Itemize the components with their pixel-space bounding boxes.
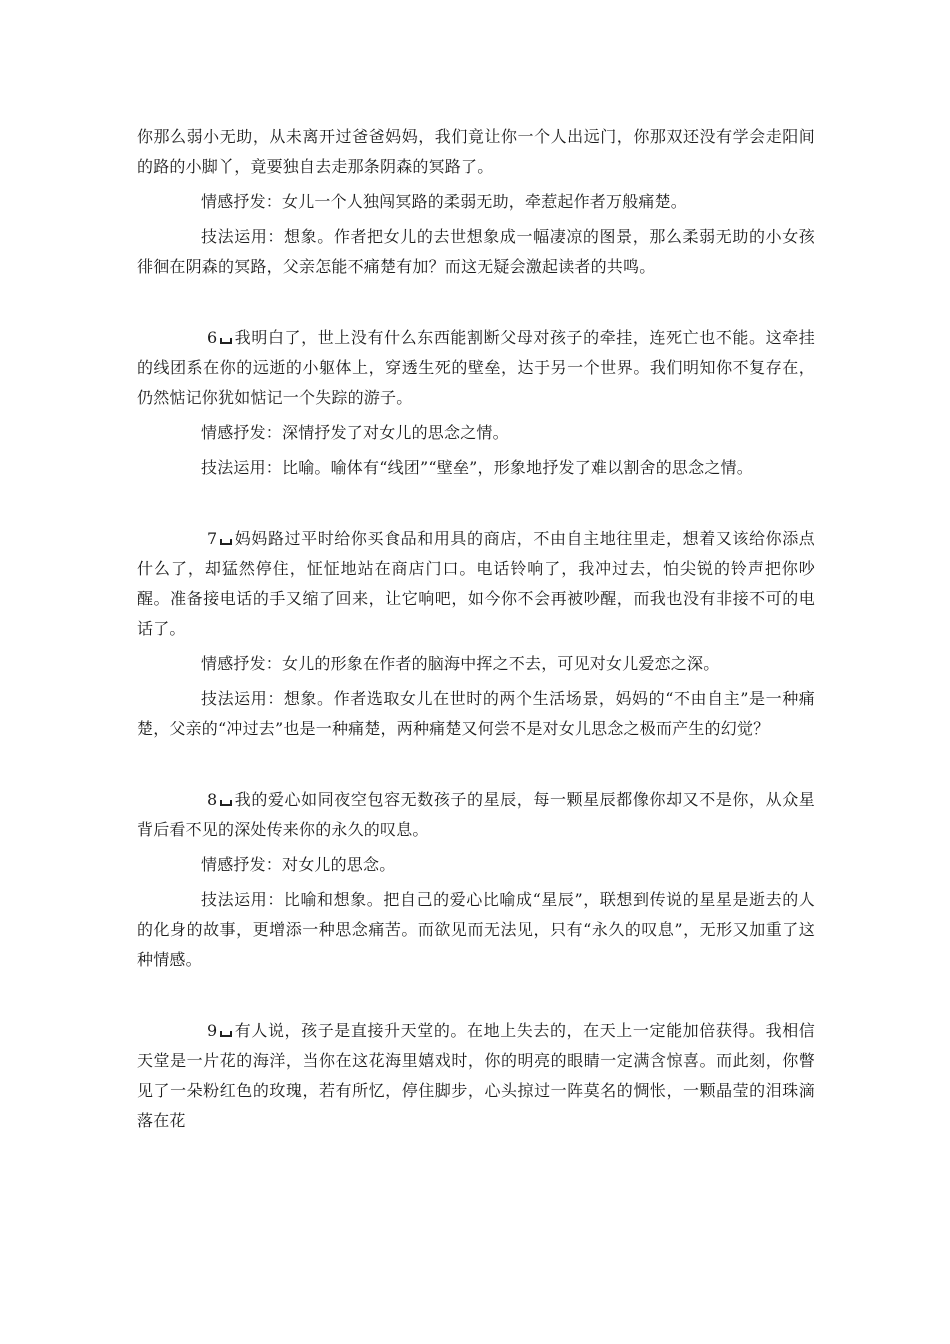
technique-note: 技法运用：比喻和想象。把自己的爱心比喻成“星辰”，联想到传说的星星是逝去的人的化身的故事，更增添一种思念痛苦。而欲见而无法见，只有“永久的叹息”，无形又加重了这种情感。: [137, 890, 815, 969]
section-7: [137, 524, 815, 744]
emotion-note: 情感抒发：深情抒发了对女儿的思念之情。: [201, 423, 509, 442]
body-paragraph: 你那么弱小无助，从未离开过爸爸妈妈，我们竟让你一个人出远门，你那双还没有学会走阳间的路的小脚丫，竟要独自去走那条阴森的冥路了。: [137, 127, 815, 176]
numbered-paragraph: [137, 323, 815, 413]
paragraph-text: 有人说，孩子是直接升天堂的。在地上失去的，在天上一定能加倍获得。我相信天堂是一片花的海洋，当你在这花海里嬉戏时，你的明亮的眼睛一定满含惊喜。而此刻，你瞥见了一朵粉红色的玫瑰，若有所忆，停住脚步，心头掠过一阵莫名的惆怅，一颗晶莹的泪珠滴落在花: [137, 1021, 815, 1130]
bracket-mark-icon: [220, 338, 232, 344]
section-8: [137, 785, 815, 975]
numbered-paragraph: [137, 785, 815, 845]
paragraph-number: 8: [207, 790, 218, 809]
emotion-note: 情感抒发：女儿一个人独闯冥路的柔弱无助，牵惹起作者万般痛楚。: [201, 192, 688, 211]
section-6: [137, 323, 815, 483]
paragraph-text: 妈妈路过平时给你买食品和用具的商店，不由自主地往里走，想着又该给你添点什么了，却猛然停住，怔怔地站在商店门口。电话铃响了，我冲过去，怕尖锐的铃声把你吵醒。准备接电话的手又缩了回来，让它响吧，如今你不会再被吵醒，而我也没有非接不可的电话了。: [137, 529, 815, 638]
paragraph-text: 我的爱心如同夜空包容无数孩子的星辰，每一颗星辰都像你却又不是你，从众星背后看不见的深处传来你的永久的叹息。: [137, 790, 815, 839]
paragraph-number: 9: [207, 1021, 218, 1040]
technique-note: 技法运用：想象。作者把女儿的去世想象成一幅凄凉的图景，那么柔弱无助的小女孩徘徊在阴森的冥路，父亲怎能不痛楚有加？而这无疑会激起读者的共鸣。: [137, 227, 815, 276]
bracket-mark-icon: [220, 800, 232, 806]
technique-note: 技法运用：想象。作者选取女儿在世时的两个生活场景，妈妈的“不由自主”是一种痛楚，父亲的“冲过去”也是一种痛楚，两种痛楚又何尝不是对女儿思念之极而产生的幻觉？: [137, 689, 815, 738]
section-continuation: [137, 122, 815, 282]
bracket-mark-icon: [220, 1031, 232, 1037]
emotion-note: 情感抒发：女儿的形象在作者的脑海中挥之不去，可见对女儿爱恋之深。: [201, 654, 720, 673]
technique-note: 技法运用：比喻。喻体有“线团”“壁垒”，形象地抒发了难以割舍的思念之情。: [201, 458, 753, 477]
numbered-paragraph: [137, 524, 815, 644]
numbered-paragraph: [137, 1016, 815, 1136]
emotion-note: 情感抒发：对女儿的思念。: [201, 855, 396, 874]
paragraph-text: 我明白了，世上没有什么东西能割断父母对孩子的牵挂，连死亡也不能。这牵挂的线团系在你的远逝的小躯体上，穿透生死的壁垒，达于另一个世界。我们明知你不复存在，仍然惦记你犹如惦记一个失踪的游子。: [137, 328, 815, 407]
paragraph-number: 7: [207, 529, 218, 548]
document-page: [137, 122, 815, 1136]
paragraph-number: 6: [207, 328, 218, 347]
section-9: [137, 1016, 815, 1136]
bracket-mark-icon: [220, 539, 232, 545]
